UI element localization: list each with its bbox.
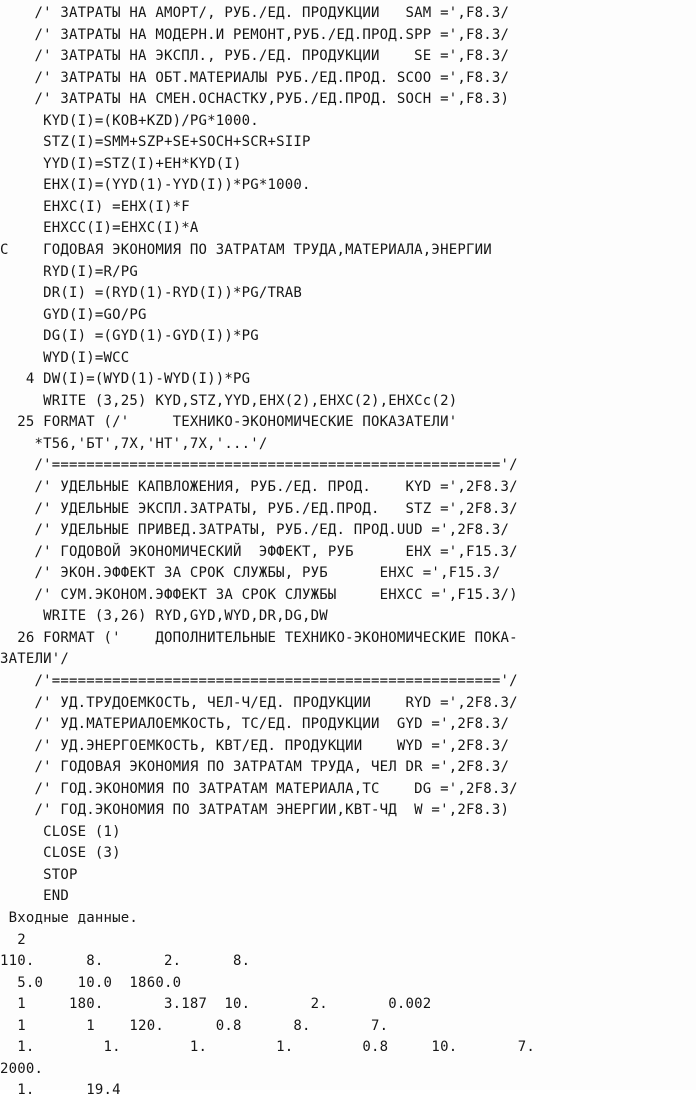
code-line: Входные данные. <box>0 909 139 926</box>
code-line: STOP <box>0 866 78 883</box>
code-line: 2 <box>0 931 26 948</box>
code-line: 1. 19.4 <box>0 1082 121 1099</box>
code-line: KYD(I)=(KOB+KZD)/PG*1000. <box>0 112 259 129</box>
code-line: RYD(I)=R/PG <box>0 263 139 280</box>
code-line: EHXCC(I)=EHXC(I)*A <box>0 220 199 237</box>
code-line: 1 180. 3.187 10. 2. 0.002 <box>0 996 432 1013</box>
code-line: /' ГОДОВАЯ ЭКОНОМИЯ ПО ЗАТРАТАМ ТРУДА, ЧЕЛ DR =',2F8.3/ <box>0 759 510 776</box>
code-line: /' ЗАТРАТЫ НА СМЕН.ОСНАСТКУ,РУБ./ЕД.ПРОД. SOCH =',F8.3) <box>0 91 510 108</box>
code-line: END <box>0 888 70 905</box>
code-line: /' ЗАТРАТЫ НА МОДЕРН.И РЕМОНТ,РУБ./ЕД.ПРОД.SPP =',F8.3/ <box>0 26 510 43</box>
code-line: *T56,'БТ',7X,'HT',7X,'...'/ <box>0 435 268 452</box>
code-line: C ГОДОВАЯ ЭКОНОМИЯ ПО ЗАТРАТАМ ТРУДА,МАТЕРИАЛА,ЭНЕРГИИ <box>0 242 492 259</box>
code-line: /' ГОД.ЭКОНОМИЯ ПО ЗАТРАТАМ МАТЕРИАЛА,ТС DG =',2F8.3/ <box>0 780 518 797</box>
code-line: CLOSE (3) <box>0 845 121 862</box>
code-line: /' ЭКОН.ЭФФЕКТ ЗА СРОК СЛУЖБЫ, РУБ EHXC =',F15.3/ <box>0 565 501 582</box>
code-line: 4 DW(I)=(WYD(1)-WYD(I))*PG <box>0 371 251 388</box>
code-line: ЗАТЕЛИ'/ <box>0 651 70 668</box>
code-line: 1. 1. 1. 1. 0.8 10. 7. <box>0 1039 535 1056</box>
code-line: /' ГОДОВОЙ ЭКОНОМИЧЕСКИЙ ЭФФЕКТ, РУБ EHX =',F15.3/ <box>0 543 518 560</box>
code-line: 26 FORMAT (' ДОПОЛНИТЕЛЬНЫЕ ТЕХНИКО-ЭКОНОМИЧЕСКИЕ ПОКА- <box>0 629 518 646</box>
code-line: STZ(I)=SMM+SZP+SE+SOCH+SCR+SIIP <box>0 134 311 151</box>
code-line: /' ЗАТРАТЫ НА АМОРТ/, РУБ./ЕД. ПРОДУКЦИИ SAM =',F8.3/ <box>0 5 510 21</box>
code-line: DG(I) =(GYD(1)-GYD(I))*PG <box>0 328 259 345</box>
code-line: /' УДЕЛЬНЫЕ ПРИВЕД.ЗАТРАТЫ, РУБ./ЕД. ПРОД.UUD =',2F8.3/ <box>0 522 510 539</box>
code-line: /' УД.ТРУДОЕМКОСТЬ, ЧЕЛ-Ч/ЕД. ПРОДУКЦИИ RYD =',2F8.3/ <box>0 694 518 711</box>
code-line: 25 FORMAT (/' ТЕХНИКО-ЭКОНОМИЧЕСКИЕ ПОКАЗАТЕЛИ' <box>0 414 458 431</box>
code-line: YYD(I)=STZ(I)+EH*KYD(I) <box>0 155 242 172</box>
code-line: EHXC(I) =EHX(I)*F <box>0 198 190 215</box>
code-line: 2000. <box>0 1060 44 1077</box>
code-line: EHX(I)=(YYD(1)-YYD(I))*PG*1000. <box>0 177 311 194</box>
code-line: GYD(I)=GO/PG <box>0 306 147 323</box>
code-line: /' ЗАТРАТЫ НА ОБТ.МАТЕРИАЛЫ РУБ./ЕД.ПРОД. SCOO =',F8.3/ <box>0 69 510 86</box>
code-line: 5.0 10.0 1860.0 <box>0 974 182 991</box>
code-line: DR(I) =(RYD(1)-RYD(I))*PG/TRAB <box>0 285 303 302</box>
code-line: /' ГОД.ЭКОНОМИЯ ПО ЗАТРАТАМ ЭНЕРГИИ,КВТ-ЧД W =',2F8.3) <box>0 802 510 819</box>
code-line: /' ЗАТРАТЫ НА ЭКСПЛ., РУБ./ЕД. ПРОДУКЦИИ SE =',F8.3/ <box>0 48 510 65</box>
code-line: 110. 8. 2. 8. <box>0 953 251 970</box>
code-line: WYD(I)=WCC <box>0 349 130 366</box>
code-line: /' СУМ.ЭКОНОМ.ЭФФЕКТ ЗА СРОК СЛУЖБЫ EHXCC =',F15.3/) <box>0 586 518 603</box>
code-line: WRITE (3,26) RYD,GYD,WYD,DR,DG,DW <box>0 608 328 625</box>
fortran-listing <box>0 3 696 1102</box>
code-line: /' УД.ЭНЕРГОЕМКОСТЬ, КВТ/ЕД. ПРОДУКЦИИ WYD =',2F8.3/ <box>0 737 510 754</box>
code-line: /' УД.МАТЕРИАЛОЕМКОСТЬ, ТС/ЕД. ПРОДУКЦИИ GYD =',2F8.3/ <box>0 716 510 733</box>
code-line: CLOSE (1) <box>0 823 121 840</box>
code-line: WRITE (3,25) KYD,STZ,YYD,EHX(2),EHXC(2),EHXCc(2) <box>0 392 458 409</box>
code-line: /' УДЕЛЬНЫЕ ЭКСПЛ.ЗАТРАТЫ, РУБ./ЕД.ПРОД. STZ =',2F8.3/ <box>0 500 518 517</box>
code-line: /' УДЕЛЬНЫЕ КАПВЛОЖЕНИЯ, РУБ./ЕД. ПРОД. KYD =',2F8.3/ <box>0 479 518 496</box>
code-line: 1 1 120. 0.8 8. 7. <box>0 1017 389 1034</box>
code-line: /'===================================================='/ <box>0 672 518 689</box>
code-line: /'===================================================='/ <box>0 457 518 474</box>
